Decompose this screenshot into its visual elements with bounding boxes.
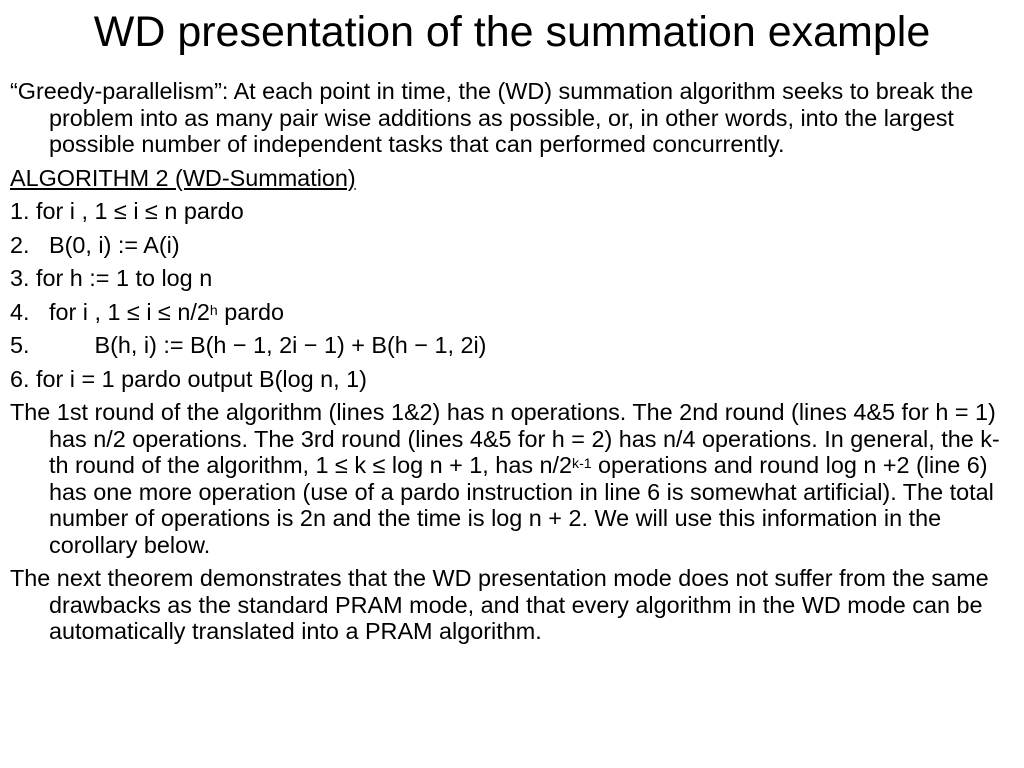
slide-body bbox=[10, 78, 1016, 652]
intro-paragraph: “Greedy-parallelism”: At each point in time, the (WD) summation algorithm seeks to break the problem into as many pair wise additions as possible, or, in other words, into the largest possible number of independent tasks that can performed concurrently. bbox=[10, 78, 974, 157]
algorithm-line-2: 2. B(0, i) := A(i) bbox=[10, 231, 180, 258]
algorithm-line-4-text: 4. for i , 1 ≤ i ≤ n/2 bbox=[10, 298, 210, 325]
algorithm-line-5: 5. B(h, i) := B(h − 1, 2i − 1) + B(h − 1, 2i) bbox=[10, 332, 487, 358]
analysis-text-part-2: operations and round log n +2 (line 6) has one more operation (use of a pardo instruction in line 6 is somewhat artificial). The total number of operations is 2n and the time is log n + 2. We will use this information in the corollary below. bbox=[49, 452, 994, 558]
algorithm-heading: ALGORITHM 2 (WD-Summation) bbox=[10, 164, 356, 191]
algorithm-line-4-suffix: pardo bbox=[217, 298, 285, 325]
analysis-paragraph bbox=[10, 399, 1016, 558]
algorithm-line-3: 3. for h := 1 to log n bbox=[10, 265, 213, 291]
algorithm-line-4 bbox=[10, 299, 1016, 326]
algorithm-line-4-superscript: h bbox=[209, 301, 218, 318]
analysis-superscript: k-1 bbox=[572, 455, 592, 472]
slide-title: WD presentation of the summation example bbox=[93, 8, 931, 56]
algorithm-line-6: 6. for i = 1 pardo output B(log n, 1) bbox=[10, 365, 367, 392]
algorithm-line-1: 1. for i , 1 ≤ i ≤ n pardo bbox=[10, 198, 244, 224]
conclusion-paragraph: The next theorem demonstrates that the WD presentation mode does not suffer from the same drawbacks as the standard PRAM mode, and that every algorithm in the WD mode can be automatically translated into a PRAM algorithm. bbox=[10, 565, 989, 644]
analysis-text-part-1: The 1st round of the algorithm (lines 1&2) has n operations. The 2nd round (lines 4&5 for h = 1) has n/2 operations. The 3rd round (lines 4&5 for h = 2) has n/4 operations. In general, the k-th round of the algorithm, 1 ≤ k ≤ log n + 1, has n/2 bbox=[10, 399, 1000, 478]
